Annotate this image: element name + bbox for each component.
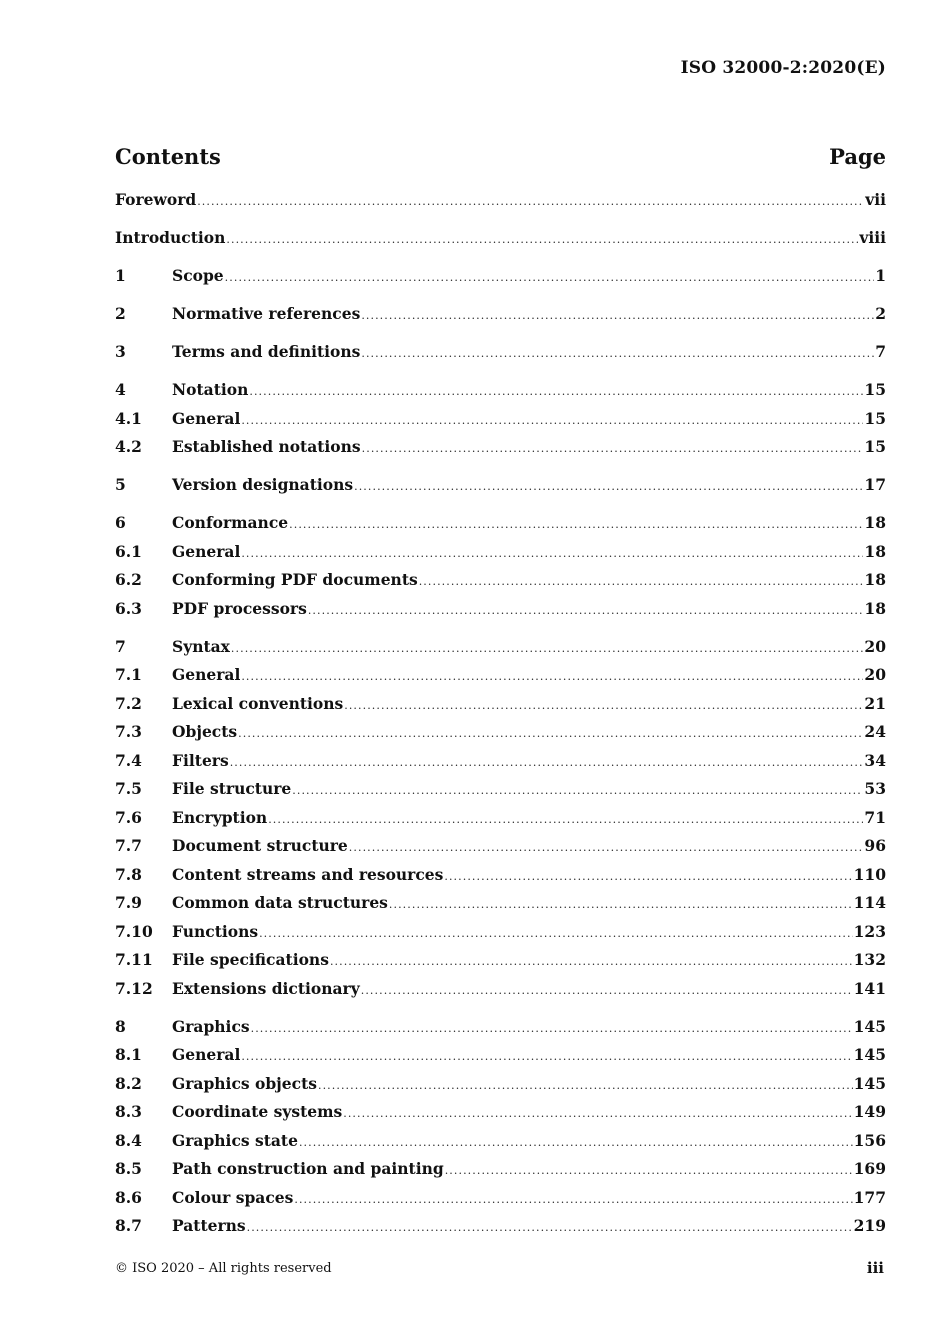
- toc-entry-title[interactable]: Introduction: [115, 228, 226, 247]
- toc-entry-title[interactable]: Foreword: [115, 190, 197, 209]
- toc-entry-page[interactable]: 219: [853, 1216, 886, 1235]
- dot-leader: [241, 663, 863, 692]
- toc-entry-number: 7.1: [115, 665, 142, 684]
- dot-leader: [249, 378, 863, 407]
- toc-entry-title[interactable]: Common data structures: [172, 893, 388, 912]
- toc-entry-number: 7.4: [115, 750, 142, 770]
- toc-entry-page[interactable]: viii: [859, 228, 886, 247]
- toc-entry-page[interactable]: 149: [853, 1102, 886, 1121]
- toc-entry-title[interactable]: Lexical conventions: [172, 693, 344, 713]
- toc-entry-number: 6.2: [115, 570, 142, 589]
- toc-entry-title[interactable]: Conformance: [172, 513, 289, 532]
- toc-entry-number: 2: [115, 304, 126, 323]
- toc-entry-number: 7.10: [115, 921, 153, 941]
- toc-entry-title[interactable]: Syntax: [172, 636, 230, 656]
- dot-leader: [419, 568, 864, 597]
- page-number: iii: [866, 1259, 884, 1277]
- toc-entry-title[interactable]: General: [172, 1045, 241, 1064]
- toc-entry-title[interactable]: Colour spaces: [172, 1187, 294, 1207]
- toc-entry-page[interactable]: 169: [853, 1159, 886, 1178]
- toc-entry-title[interactable]: Established notations: [172, 437, 361, 456]
- toc-entry-page[interactable]: 17: [864, 475, 886, 494]
- toc-entry-page[interactable]: 15: [864, 380, 886, 399]
- dot-leader: [330, 948, 853, 977]
- dot-leader: [389, 891, 853, 920]
- toc-entry[interactable]: [115, 1155, 886, 1184]
- toc-entry-page[interactable]: 15: [864, 408, 886, 428]
- toc-entry-page[interactable]: vii: [865, 190, 886, 209]
- toc-entry-page[interactable]: 7: [875, 342, 886, 361]
- dot-leader: [225, 264, 875, 293]
- toc-entry-page[interactable]: 145: [853, 1073, 886, 1093]
- toc-entry-page[interactable]: 24: [864, 722, 886, 741]
- dot-leader: [289, 511, 863, 540]
- toc-entry-title[interactable]: Filters: [172, 750, 229, 770]
- dot-leader: [231, 635, 864, 664]
- toc-entry[interactable]: [115, 1098, 886, 1127]
- toc-entry-number: 3: [115, 342, 126, 361]
- contents-title: Contents: [115, 144, 221, 169]
- toc-entry-number: 8.4: [115, 1130, 142, 1150]
- toc-entry-title[interactable]: Patterns: [172, 1216, 246, 1235]
- toc-entry-page[interactable]: 177: [853, 1187, 886, 1207]
- toc-entry-page[interactable]: 20: [864, 636, 886, 656]
- toc-entry-title[interactable]: Content streams and resources: [172, 864, 444, 884]
- toc-entry-page[interactable]: 18: [864, 598, 886, 618]
- toc-entry-number: 6: [115, 513, 126, 532]
- dot-leader: [247, 1214, 853, 1243]
- toc-entry-number: 7.2: [115, 693, 142, 713]
- toc-entry[interactable]: [115, 975, 886, 1004]
- toc-entry[interactable]: [115, 1127, 886, 1156]
- toc-entry-title[interactable]: Version designations: [172, 475, 354, 494]
- toc-entry-page[interactable]: 110: [853, 864, 886, 884]
- toc-entry-number: 7.3: [115, 722, 142, 741]
- dot-leader: [445, 1157, 853, 1186]
- toc-entry-title[interactable]: Normative references: [172, 304, 361, 323]
- dot-leader: [238, 720, 863, 749]
- toc-entry-page[interactable]: 132: [853, 950, 886, 969]
- toc-entry[interactable]: [115, 832, 886, 861]
- toc-entry[interactable]: [115, 861, 886, 890]
- dot-leader: [259, 920, 853, 949]
- toc-entry-page[interactable]: 18: [864, 541, 886, 561]
- toc-entry[interactable]: [115, 1013, 886, 1042]
- toc-entry[interactable]: [115, 661, 886, 690]
- dot-leader: [226, 226, 858, 255]
- toc-entry-title[interactable]: File specifications: [172, 950, 329, 969]
- toc-entry[interactable]: [115, 186, 886, 215]
- toc-entry-number: 7.7: [115, 836, 142, 855]
- toc-entry-title[interactable]: Document structure: [172, 836, 348, 855]
- toc-entry[interactable]: [115, 918, 886, 947]
- toc-entry-page[interactable]: 2: [875, 304, 886, 323]
- toc-entry-title[interactable]: Graphics objects: [172, 1073, 317, 1093]
- toc-entry-page[interactable]: 114: [853, 893, 886, 912]
- toc-entry[interactable]: [115, 338, 886, 367]
- toc-entry-page[interactable]: 34: [864, 750, 886, 770]
- dot-leader: [197, 188, 864, 217]
- page-column-label: Page: [829, 144, 886, 169]
- dot-leader: [343, 1100, 852, 1129]
- toc-entry-page[interactable]: 96: [864, 836, 886, 855]
- toc-entry-page[interactable]: 1: [875, 266, 886, 285]
- toc-entry-number: 7.6: [115, 807, 142, 827]
- dot-leader: [292, 777, 863, 806]
- toc-entry[interactable]: [115, 595, 886, 624]
- toc-entry-number: 6.1: [115, 541, 142, 561]
- dot-leader: [299, 1129, 853, 1158]
- toc-entry-page[interactable]: 145: [853, 1045, 886, 1064]
- toc-entry-title[interactable]: PDF processors: [172, 598, 307, 618]
- table-of-contents: [115, 186, 886, 1241]
- copyright-notice: © ISO 2020 – All rights reserved: [115, 1261, 332, 1276]
- toc-entry-title[interactable]: Functions: [172, 921, 259, 941]
- dot-leader: [308, 597, 864, 626]
- dot-leader: [241, 540, 863, 569]
- dot-leader: [251, 1015, 853, 1044]
- toc-entry-number: 8.1: [115, 1045, 142, 1064]
- toc-entry-page[interactable]: 123: [853, 921, 886, 941]
- toc-entry-page[interactable]: 141: [853, 978, 886, 998]
- dot-leader: [361, 977, 853, 1006]
- toc-heading: [115, 144, 886, 169]
- toc-entry[interactable]: [115, 1212, 886, 1241]
- toc-entry-title[interactable]: Extensions dictionary: [172, 978, 360, 998]
- toc-entry-number: 7.9: [115, 893, 142, 912]
- toc-entry-title[interactable]: Notation: [172, 380, 249, 399]
- toc-entry-number: 7.11: [115, 950, 153, 969]
- dot-leader: [362, 435, 864, 464]
- toc-entry-number: 4: [115, 380, 126, 399]
- toc-entry[interactable]: [115, 718, 886, 747]
- toc-entry-page[interactable]: 21: [864, 693, 886, 713]
- toc-entry[interactable]: [115, 1041, 886, 1070]
- toc-entry-number: 6.3: [115, 598, 142, 618]
- toc-entry-number: 7.8: [115, 864, 142, 884]
- dot-leader: [354, 473, 863, 502]
- dot-leader: [361, 302, 874, 331]
- toc-entry-number: 8.2: [115, 1073, 142, 1093]
- toc-entry[interactable]: [115, 1184, 886, 1213]
- toc-entry[interactable]: [115, 566, 886, 595]
- document-id: ISO 32000-2:2020(E): [680, 58, 886, 78]
- toc-entry-title[interactable]: Terms and definitions: [172, 342, 361, 361]
- toc-entry-number: 4.1: [115, 408, 142, 428]
- toc-entry-number: 8.7: [115, 1216, 142, 1235]
- toc-entry-number: 7.5: [115, 779, 142, 798]
- toc-entry-title[interactable]: Scope: [172, 266, 224, 285]
- toc-entry-title[interactable]: Encryption: [172, 807, 268, 827]
- dot-leader: [444, 863, 852, 892]
- toc-entry-page[interactable]: 20: [864, 665, 886, 684]
- toc-entry-title[interactable]: General: [172, 408, 241, 428]
- toc-entry-number: 8: [115, 1016, 126, 1036]
- toc-entry[interactable]: [115, 405, 886, 434]
- toc-entry[interactable]: [115, 224, 886, 253]
- toc-entry-page[interactable]: 15: [864, 437, 886, 456]
- toc-entry[interactable]: [115, 509, 886, 538]
- dot-leader: [361, 340, 874, 369]
- toc-entry-number: 8.5: [115, 1159, 142, 1178]
- dot-leader: [268, 806, 863, 835]
- toc-entry[interactable]: [115, 946, 886, 975]
- toc-entry-page[interactable]: 145: [853, 1016, 886, 1036]
- toc-entry[interactable]: [115, 690, 886, 719]
- toc-entry[interactable]: [115, 775, 886, 804]
- dot-leader: [318, 1072, 853, 1101]
- toc-entry[interactable]: [115, 262, 886, 291]
- toc-entry-number: 8.6: [115, 1187, 142, 1207]
- toc-entry[interactable]: [115, 804, 886, 833]
- toc-entry-page[interactable]: 18: [864, 513, 886, 532]
- toc-entry-title[interactable]: Conforming PDF documents: [172, 570, 418, 589]
- toc-entry[interactable]: [115, 376, 886, 405]
- toc-entry-page[interactable]: 156: [853, 1130, 886, 1150]
- toc-entry-title[interactable]: File structure: [172, 779, 292, 798]
- toc-entry-title[interactable]: Graphics: [172, 1016, 250, 1036]
- toc-entry-title[interactable]: Coordinate systems: [172, 1102, 343, 1121]
- toc-entry[interactable]: [115, 538, 886, 567]
- toc-entry[interactable]: [115, 300, 886, 329]
- toc-entry-page[interactable]: 53: [864, 779, 886, 798]
- toc-entry[interactable]: [115, 889, 886, 918]
- toc-entry[interactable]: [115, 433, 886, 462]
- toc-entry[interactable]: [115, 1070, 886, 1099]
- toc-entry-number: 7.12: [115, 978, 153, 998]
- toc-entry[interactable]: [115, 633, 886, 662]
- toc-entry-number: 5: [115, 475, 126, 494]
- toc-entry-title[interactable]: Objects: [172, 722, 238, 741]
- toc-entry-number: 8.3: [115, 1102, 142, 1121]
- toc-entry-title[interactable]: Path construction and painting: [172, 1159, 444, 1178]
- toc-entry-page[interactable]: 18: [864, 570, 886, 589]
- toc-entry[interactable]: [115, 747, 886, 776]
- toc-entry[interactable]: [115, 471, 886, 500]
- toc-entry-number: 7: [115, 636, 126, 656]
- toc-entry-page[interactable]: 71: [864, 807, 886, 827]
- dot-leader: [241, 407, 863, 436]
- toc-entry-title[interactable]: General: [172, 541, 241, 561]
- toc-entry-title[interactable]: Graphics state: [172, 1130, 298, 1150]
- toc-entry-number: 4.2: [115, 437, 142, 456]
- toc-entry-number: 1: [115, 266, 126, 285]
- dot-leader: [344, 692, 863, 721]
- dot-leader: [349, 834, 864, 863]
- toc-entry-title[interactable]: General: [172, 665, 241, 684]
- dot-leader: [230, 749, 864, 778]
- dot-leader: [241, 1043, 852, 1072]
- dot-leader: [294, 1186, 852, 1215]
